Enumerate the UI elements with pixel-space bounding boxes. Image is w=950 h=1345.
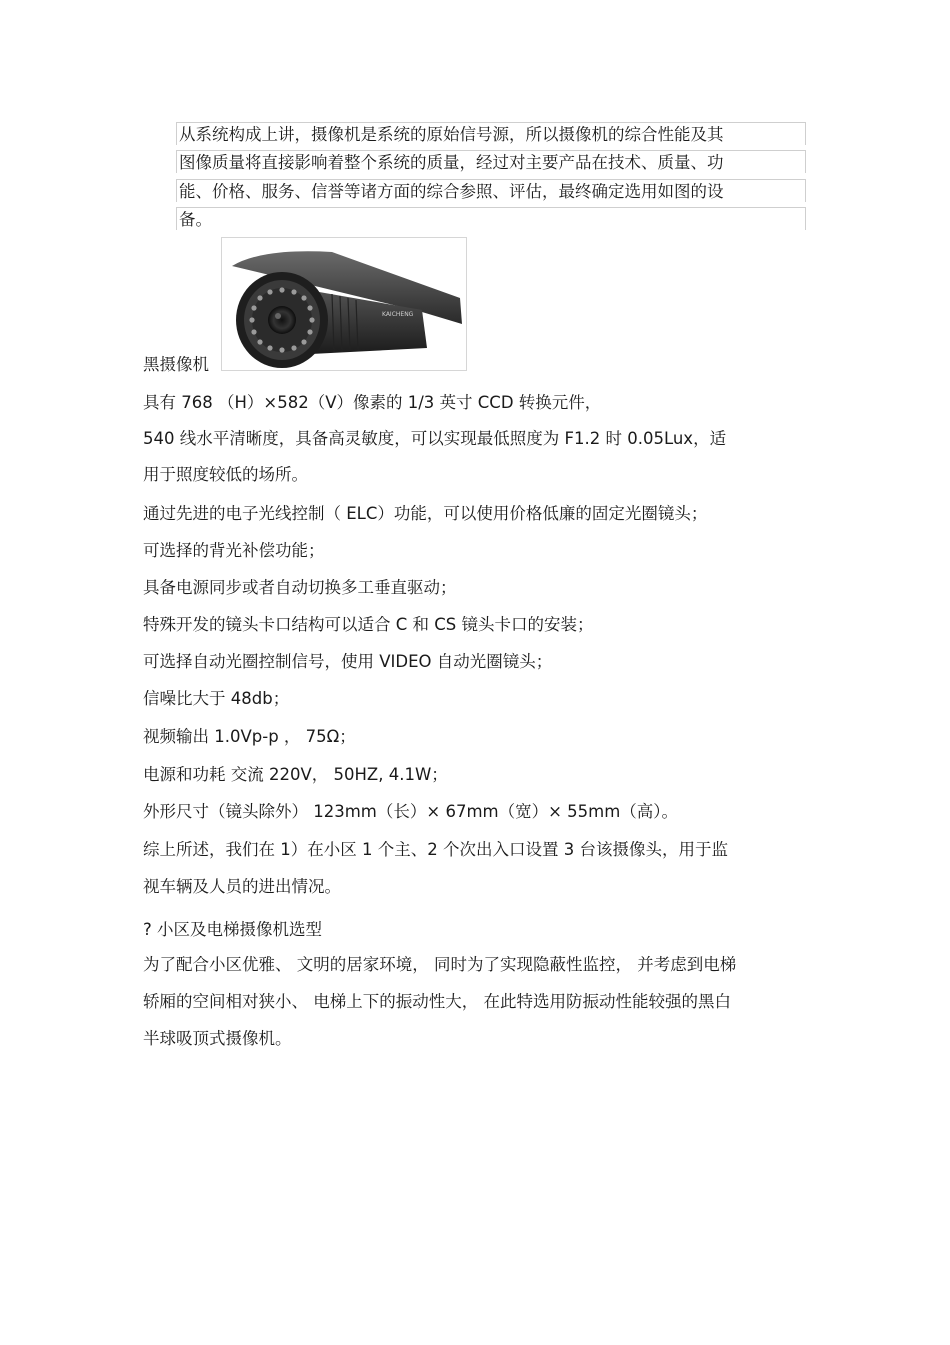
spec-line-6: 具备电源同步或者自动切换多工垂直驱动； xyxy=(143,578,457,597)
intro-line-1: 从系统构成上讲，摄像机是系统的原始信号源，所以摄像机的综合性能及其 xyxy=(176,122,806,145)
intro-line-4: 备。 xyxy=(176,207,806,230)
spec-line-2: 540 线水平清晰度，具备高灵敏度，可以实现最低照度为 F1.2 时 0.05Lux，适 xyxy=(143,429,727,448)
spec-line-5: 可选择的背光补偿功能； xyxy=(143,541,325,560)
spec-line-17: 轿厢的空间相对狭小、 电梯上下的振动性大， 在此特选用防振动性能较强的黑白 xyxy=(143,992,731,1011)
spec-line-1: 具有 768 （H）×582（V）像素的 1/3 英寸 CCD 转换元件， xyxy=(143,393,602,412)
spec-line-18: 半球吸顶式摄像机。 xyxy=(143,1029,292,1048)
camera-brand-logo: KAICHENG xyxy=(382,311,414,318)
spec-line-10: 视频输出 1.0Vp-p ， 75Ω； xyxy=(143,727,356,746)
spec-line-16: 为了配合小区优雅、 文明的居家环境， 同时为了实现隐蔽性监控， 并考虑到电梯 xyxy=(143,955,737,974)
spec-line-3: 用于照度较低的场所。 xyxy=(143,465,308,484)
spec-line-13: 综上所述，我们在 1）在小区 1 个主、2 个次出入口设置 3 台该摄像头，用于监 xyxy=(143,840,728,859)
spec-line-11: 电源和功耗 交流 220V， 50HZ, 4.1W； xyxy=(143,765,448,784)
intro-line-2: 图像质量将直接影响着整个系统的质量，经过对主要产品在技术、质量、功 xyxy=(176,150,806,173)
spec-line-12: 外形尺寸（镜头除外） 123mm（长）× 67mm（宽）× 55mm（高）。 xyxy=(143,802,679,821)
camera-image xyxy=(221,237,467,371)
spec-line-4: 通过先进的电子光线控制（ ELC）功能，可以使用价格低廉的固定光圈镜头； xyxy=(143,504,708,523)
spec-line-8: 可选择自动光圈控制信号，使用 VIDEO 自动光圈镜头； xyxy=(143,652,553,671)
bullet-camera-illustration xyxy=(222,238,466,370)
camera-caption: 黑摄像机 xyxy=(143,355,209,374)
spec-line-14: 视车辆及人员的进出情况。 xyxy=(143,877,341,896)
section-heading: ? 小区及电梯摄像机选型 xyxy=(143,920,323,939)
intro-line-3: 能、价格、服务、信誉等诸方面的综合参照、评估，最终确定选用如图的设 xyxy=(176,179,806,202)
spec-line-7: 特殊开发的镜头卡口结构可以适合 C 和 CS 镜头卡口的安装； xyxy=(143,615,594,634)
spec-line-9: 信噪比大于 48db； xyxy=(143,689,290,708)
